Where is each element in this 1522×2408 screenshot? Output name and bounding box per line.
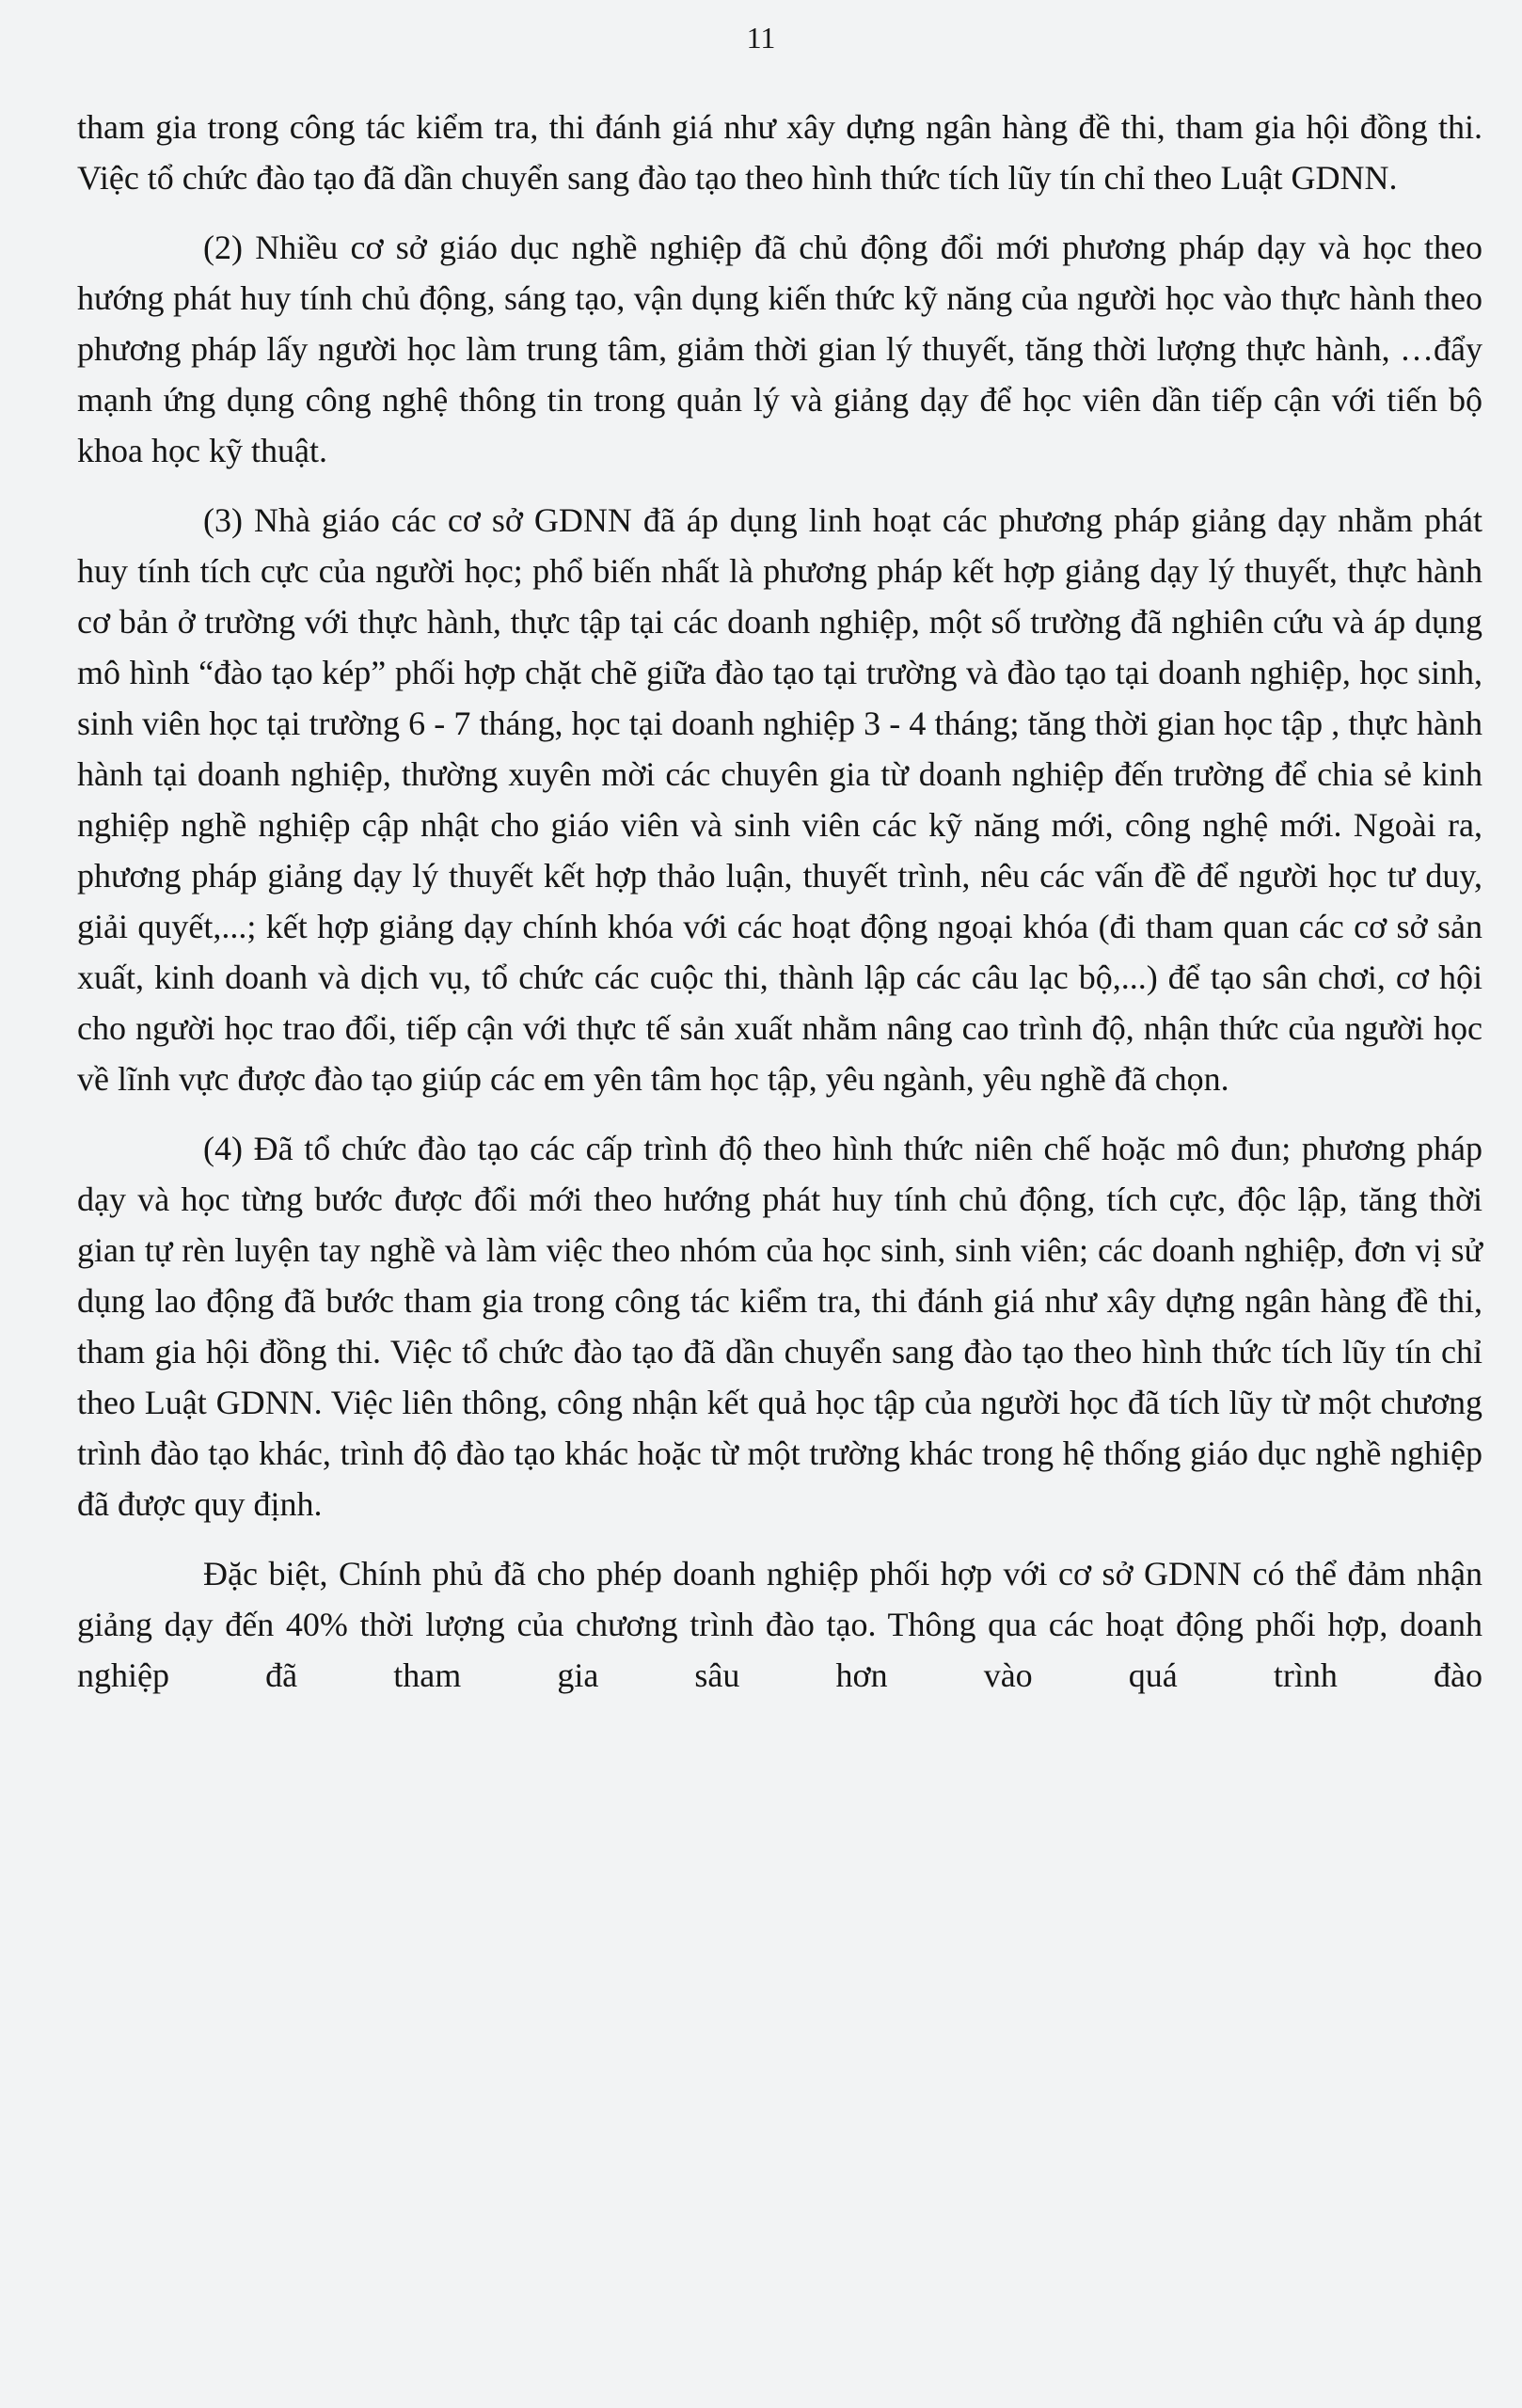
paragraph-intro-continuation: tham gia trong công tác kiểm tra, thi đánh giá như xây dựng ngân hàng đề thi, tham gia hội đồng thi. Việc tổ chức đào tạo đã dần chuyển sang đào tạo theo hình thức tích lũy tín chỉ theo Luật GDNN. bbox=[77, 108, 1482, 197]
paragraph-special-note: Đặc biệt, Chính phủ đã cho phép doanh nghiệp phối hợp với cơ sở GDNN có thể đảm nhận giảng dạy đến 40% thời lượng của chương trình đào tạo. Thông qua các hoạt động phối hợp, doanh nghiệp đã tham gia sâu hơn vào quá trình đào bbox=[77, 1555, 1482, 1694]
paragraph-point-3: (3) Nhà giáo các cơ sở GDNN đã áp dụng linh hoạt các phương pháp giảng dạy nhằm phát huy tính tích cực của người học; phổ biến nhất là phương pháp kết hợp giảng dạy lý thuyết, thực hành cơ bản ở trường với thực hành, thực tập tại các doanh nghiệp, một số trường đã nghiên cứu và áp dụng mô hình “đào tạo kép” phối hợp chặt chẽ giữa đào tạo tại trường và đào tạo tại doanh nghiệp, học sinh, sinh viên học tại trường 6 - 7 tháng, học tại doanh nghiệp 3 - 4 tháng; tăng thời gian học tập , thực hành hành tại doanh nghiệp, thường xuyên mời các chuyên gia từ doanh nghiệp đến trường để chia sẻ kinh nghiệp nghề nghiệp cập nhật cho giáo viên và sinh viên các kỹ năng mới, công nghệ mới. Ngoài ra, phương pháp giảng dạy lý thuyết kết hợp thảo luận, thuyết trình, nêu các vấn đề để người học tư duy, giải quyết,...; kết hợp giảng dạy chính khóa với các hoạt động ngoại khóa (đi tham quan các cơ sở sản xuất, kinh doanh và dịch vụ, tổ chức các cuộc thi, thành lập các câu lạc bộ,...) để tạo sân chơi, cơ hội cho người học trao đổi, tiếp cận với thực tế sản xuất nhằm nâng cao trình độ, nhận thức của người học về lĩnh vực được đào tạo giúp các em yên tâm học tập, yêu ngành, yêu nghề đã chọn. bbox=[77, 501, 1482, 1098]
paragraph-point-2: (2) Nhiều cơ sở giáo dục nghề nghiệp đã chủ động đổi mới phương pháp dạy và học theo hướng phát huy tính chủ động, sáng tạo, vận dụng kiến thức kỹ năng của người học vào thực hành theo phương pháp lấy người học làm trung tâm, giảm thời gian lý thuyết, tăng thời lượng thực hành, …đẩy mạnh ứng dụng công nghệ thông tin trong quản lý và giảng dạy để học viên dần tiếp cận với tiến bộ khoa học kỹ thuật. bbox=[77, 229, 1482, 469]
body-text bbox=[77, 102, 1482, 1701]
page-number: 11 bbox=[746, 21, 776, 55]
paragraph-point-4: (4) Đã tổ chức đào tạo các cấp trình độ theo hình thức niên chế hoặc mô đun; phương pháp dạy và học từng bước được đổi mới theo hướng phát huy tính chủ động, tích cực, độc lập, tăng thời gian tự rèn luyện tay nghề và làm việc theo nhóm của học sinh, sinh viên; các doanh nghiệp, đơn vị sử dụng lao động đã bước tham gia trong công tác kiểm tra, thi đánh giá như xây dựng ngân hàng đề thi, tham gia hội đồng thi. Việc tổ chức đào tạo đã dần chuyển sang đào tạo theo hình thức tích lũy tín chỉ theo Luật GDNN. Việc liên thông, công nhận kết quả học tập của người học đã tích lũy từ một chương trình đào tạo khác, trình độ đào tạo khác hoặc từ một trường khác trong hệ thống giáo dục nghề nghiệp đã được quy định. bbox=[77, 1130, 1482, 1523]
